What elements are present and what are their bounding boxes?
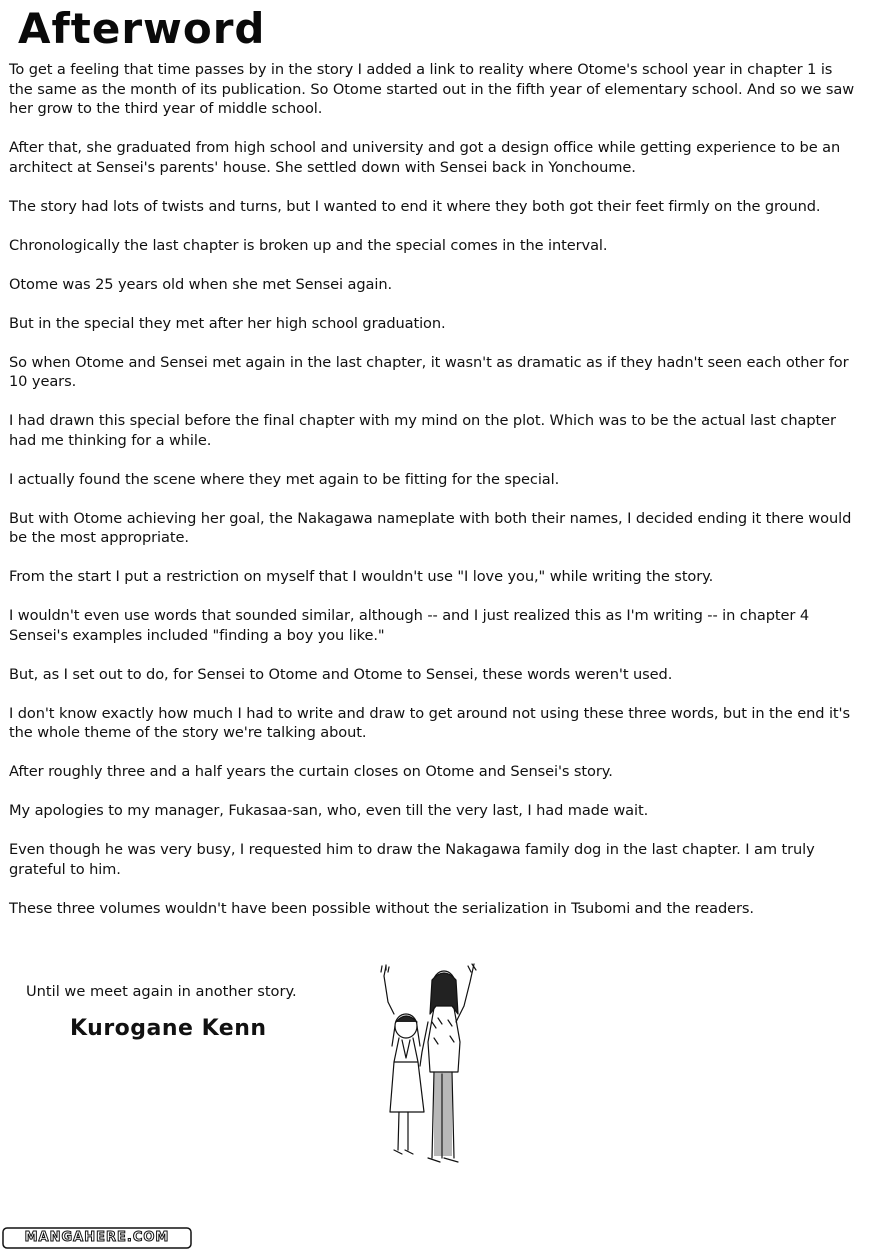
two-girls-waving-illustration (372, 962, 482, 1172)
afterword-body (9, 60, 859, 938)
paragraph: I had drawn this special before the final chapter with my mind on the plot. Which was to be the actual last chapter had me thinking for a while. (9, 412, 836, 449)
paragraph: To get a feeling that time passes by in the story I added a link to reality where Otome's school year in chapter 1 is the same as the month of its publication. So Otome started out in the fifth year of elementary school. And so we saw her grow to the third year of middle school. (9, 61, 855, 117)
paragraph: Otome was 25 years old when she met Sensei again. (9, 275, 393, 293)
paragraph: These three volumes wouldn't have been possible without the serialization in Tsubomi and the readers. (9, 899, 754, 917)
paragraph: After that, she graduated from high school and university and got a design office while getting experience to be an architect at Sensei's parents' house. She settled down with Sensei back in Yonchoume. (9, 139, 841, 176)
paragraph: But with Otome achieving her goal, the Nakagawa nameplate with both their names, I decided ending it there would be the most appropriate. (9, 509, 852, 546)
author-signature: Kurogane Kenn (70, 1016, 267, 1041)
paragraph: I don't know exactly how much I had to write and draw to get around not using these three words, but in the end it's the whole theme of the story we're talking about. (9, 704, 850, 741)
paragraph: I wouldn't even use words that sounded similar, although -- and I just realized this as I'm writing -- in chapter 4 Sensei's examples included "finding a boy you like." (9, 607, 810, 644)
paragraph: I actually found the scene where they met again to be fitting for the special. (9, 470, 560, 488)
page-title: Afterword (18, 4, 266, 53)
paragraph: Even though he was very busy, I requested him to draw the Nakagawa family dog in the last chapter. I am truly grateful to him. (9, 841, 815, 878)
watermark-text: MANGAHERE.COM (24, 1230, 170, 1245)
paragraph: So when Otome and Sensei met again in the last chapter, it wasn't as dramatic as if they hadn't seen each other for 10 years. (9, 353, 849, 390)
paragraph: From the start I put a restriction on myself that I wouldn't use "I love you," while writing the story. (9, 568, 714, 585)
paragraph: But in the special they met after her high school graduation. (9, 314, 446, 332)
site-watermark (2, 1227, 192, 1249)
paragraph: Chronologically the last chapter is broken up and the special comes in the interval. (9, 236, 608, 254)
paragraph: After roughly three and a half years the curtain closes on Otome and Sensei's story. (9, 763, 613, 780)
closing-line: Until we meet again in another story. (26, 983, 297, 1000)
paragraph: The story had lots of twists and turns, but I wanted to end it where they both got their feet firmly on the ground. (9, 197, 821, 215)
paragraph: But, as I set out to do, for Sensei to Otome and Otome to Sensei, these words weren't used. (9, 665, 673, 683)
paragraph: My apologies to my manager, Fukasaa-san, who, even till the very last, I had made wait. (9, 802, 649, 819)
